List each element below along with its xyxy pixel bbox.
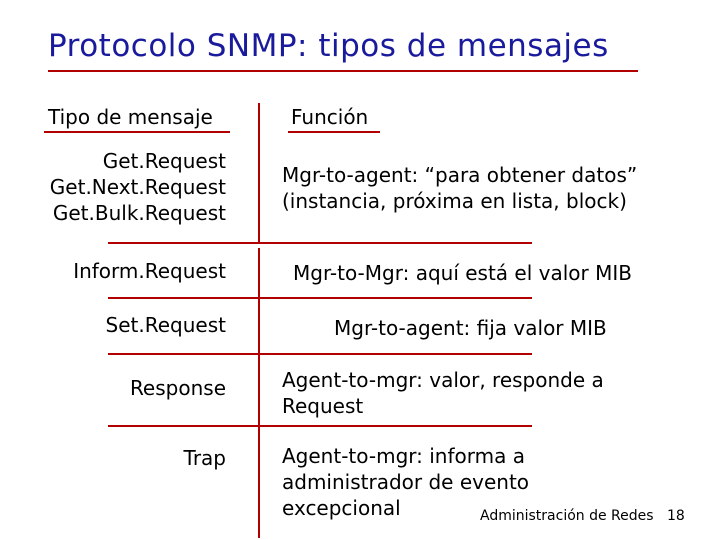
message-types-set <box>106 312 226 338</box>
message-type: Get.Next.Request <box>49 175 226 199</box>
header-message-type: Tipo de mensaje <box>48 105 213 129</box>
header-function-underline <box>288 131 380 133</box>
footer-course-name: Administración de Redes <box>480 508 654 524</box>
column-divider-bottom <box>258 248 260 538</box>
function-response <box>282 367 604 419</box>
function-line: Request <box>282 394 364 418</box>
function-line: Mgr-to-agent: fija valor MIB <box>334 316 607 340</box>
function-line: (instancia, próxima en lista, block) <box>282 189 627 213</box>
message-type: Get.Bulk.Request <box>52 201 226 225</box>
header-function: Función <box>291 105 369 129</box>
message-types-response <box>130 375 226 401</box>
function-get <box>282 162 637 214</box>
message-type: Get.Request <box>102 149 226 173</box>
row-separator <box>108 353 532 355</box>
function-line: administrador de evento <box>282 470 530 494</box>
message-types-trap <box>184 445 226 471</box>
function-line: Agent-to-mgr: informa a <box>282 444 525 468</box>
message-types-get <box>50 148 226 226</box>
message-type: Trap <box>183 446 226 470</box>
message-type: Response <box>129 376 226 400</box>
function-line: excepcional <box>282 496 401 520</box>
message-type: Set.Request <box>105 313 226 337</box>
message-type: Inform.Request <box>73 259 226 283</box>
title-underline <box>48 70 638 72</box>
slide-title: Protocolo SNMP: tipos de mensajes <box>48 28 609 64</box>
function-line: Mgr-to-Mgr: aquí está el valor MIB <box>293 261 632 285</box>
header-message-type-underline <box>44 131 230 133</box>
column-divider-top <box>258 103 260 243</box>
function-set <box>334 315 607 341</box>
function-line: Agent-to-mgr: valor, responde a <box>282 368 604 392</box>
page-number: 18 <box>667 508 685 524</box>
function-line: Mgr-to-agent: “para obtener datos” <box>282 163 638 187</box>
function-inform <box>293 260 632 286</box>
row-separator <box>108 297 532 299</box>
row-separator <box>108 242 532 244</box>
message-types-inform <box>73 258 226 284</box>
row-separator <box>108 425 532 427</box>
